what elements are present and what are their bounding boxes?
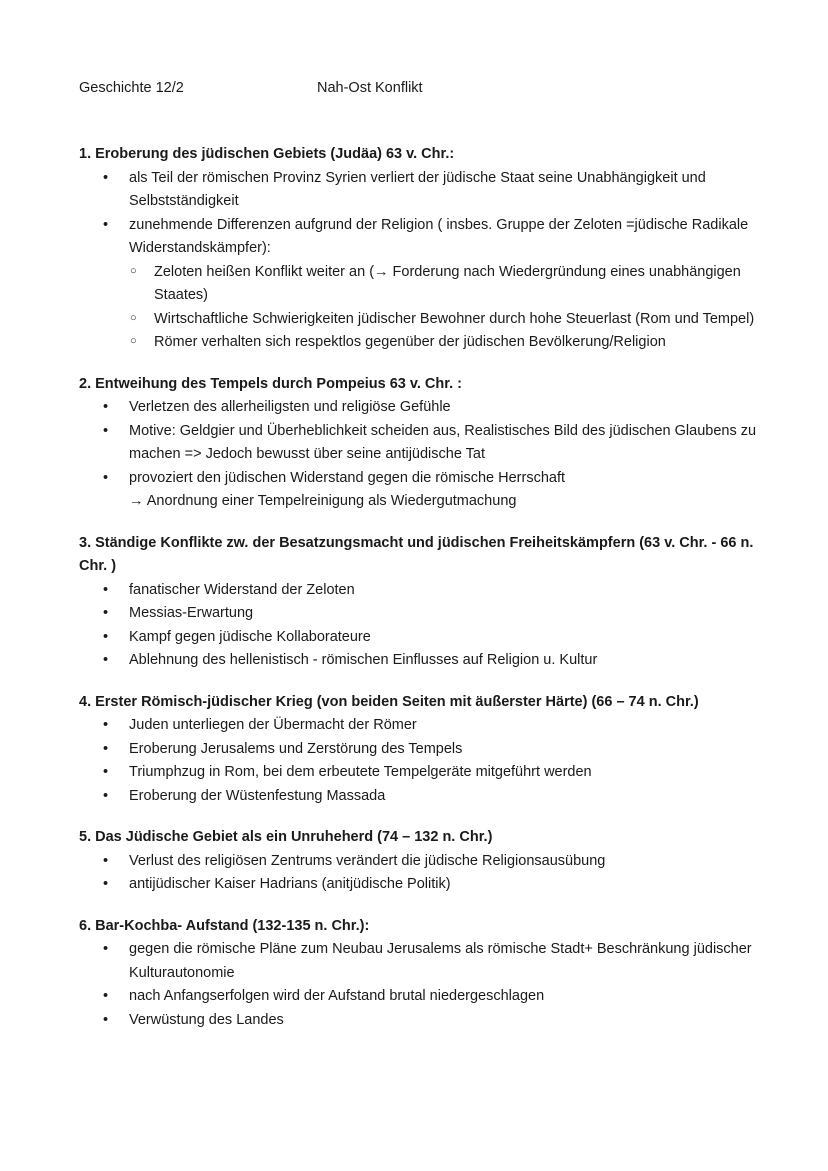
section-heading: 1. Eroberung des jüdischen Gebiets (Judäa) 63 v. Chr.: xyxy=(79,146,455,162)
list-item-text: als Teil der römischen Provinz Syrien verliert der jüdische Staat seine Unabhängigkeit und Selbstständigkeit xyxy=(129,169,706,209)
section-3 xyxy=(79,532,779,673)
bullet-circle-icon: ○ xyxy=(130,311,137,324)
list-item-text: gegen die römische Pläne zum Neubau Jerusalems als römische Stadt+ Beschränkung jüdischer Kulturautonomie xyxy=(129,941,752,981)
list-item-text: Messias-Erwartung xyxy=(129,605,254,621)
section-heading: 3. Ständige Konflikte zw. der Besatzungsmacht und jüdischen Freiheitskämpfern (63 v. Chr. - 66 n. Chr. ) xyxy=(79,534,754,574)
bullet-dot-icon: • xyxy=(103,628,109,645)
list-item xyxy=(103,938,779,985)
list-item xyxy=(103,467,779,514)
sub-list-item-text: Römer verhalten sich respektlos gegenüber der jüdischen Bevölkerung/Religion xyxy=(154,334,666,350)
bullet-dot-icon: • xyxy=(103,988,109,1004)
bullet-circle-icon: ○ xyxy=(130,264,137,277)
list-item xyxy=(103,649,779,673)
bullet-list xyxy=(79,714,779,808)
list-item-text: Verletzen des allerheiligsten und religiöse Gefühle xyxy=(129,399,451,415)
list-item-text: Kampf gegen jüdische Kollaborateure xyxy=(129,628,371,645)
bullet-dot-icon: • xyxy=(103,1011,109,1028)
list-item xyxy=(103,396,779,420)
list-item-text: Juden unterliegen der Übermacht der Römer xyxy=(129,717,417,733)
notes-content xyxy=(79,143,779,1050)
list-item-continuation: → Anordnung einer Tempelreinigung als Wiedergutmachung xyxy=(129,493,517,509)
list-item xyxy=(103,785,779,809)
section-4 xyxy=(79,691,779,809)
sub-list-item xyxy=(130,308,779,332)
bullet-list xyxy=(79,167,779,355)
list-item-text: Eroberung der Wüstenfestung Massada xyxy=(129,787,386,804)
bullet-list xyxy=(79,396,779,514)
list-item-text: antijüdischer Kaiser Hadrians (anitjüdische Politik) xyxy=(129,876,451,892)
section-heading: 6. Bar-Kochba- Aufstand (132-135 n. Chr.): xyxy=(79,917,370,934)
bullet-circle-icon: ○ xyxy=(130,335,137,347)
list-item xyxy=(103,420,779,467)
list-item-text: provoziert den jüdischen Widerstand gegen die römische Herrschaft xyxy=(129,469,566,486)
list-item-text: Eroberung Jerusalems und Zerstörung des Tempels xyxy=(129,740,463,757)
bullet-dot-icon: • xyxy=(103,422,109,439)
list-item xyxy=(103,873,779,897)
bullet-list xyxy=(79,850,779,897)
sub-list-item-text: Wirtschaftliche Schwierigkeiten jüdischer Bewohner durch hohe Steuerlast (Rom und Tempel) xyxy=(154,310,755,327)
section-2 xyxy=(79,373,779,514)
list-item-text: Triumphzug in Rom, bei dem erbeutete Tempelgeräte mitgeführt werden xyxy=(129,764,592,780)
list-item xyxy=(103,602,779,626)
bullet-list xyxy=(79,938,779,1032)
bullet-dot-icon: • xyxy=(103,605,109,621)
section-6 xyxy=(79,915,779,1033)
list-item xyxy=(103,761,779,785)
list-item xyxy=(103,985,779,1009)
list-item xyxy=(103,626,779,650)
subject-label: Geschichte 12/2 xyxy=(79,80,184,96)
list-item-text: Ablehnung des hellenistisch - römischen Einflusses auf Religion u. Kultur xyxy=(129,652,598,668)
bullet-dot-icon: • xyxy=(103,941,109,957)
list-item xyxy=(103,714,779,738)
sub-list-item xyxy=(130,331,779,355)
list-item-text: Motive: Geldgier und Überheblichkeit scheiden aus, Realistisches Bild des jüdischen Glaubens zu machen => Jedoch bewusst über seine antijüdische Tat xyxy=(129,422,757,462)
list-item xyxy=(103,579,779,603)
section-1 xyxy=(79,143,779,355)
section-heading: 5. Das Jüdische Gebiet als ein Unruheherd (74 – 132 n. Chr.) xyxy=(79,829,493,845)
bullet-dot-icon: • xyxy=(103,469,109,486)
list-item xyxy=(103,167,779,214)
sub-list-item xyxy=(130,261,779,308)
list-item xyxy=(103,1009,779,1033)
bullet-dot-icon: • xyxy=(103,169,109,186)
bullet-dot-icon: • xyxy=(103,852,109,869)
list-item-text: Verwüstung des Landes xyxy=(129,1011,284,1028)
bullet-dot-icon: • xyxy=(103,787,109,804)
bullet-dot-icon: • xyxy=(103,399,109,415)
list-item-text: nach Anfangserfolgen wird der Aufstand brutal niedergeschlagen xyxy=(129,988,545,1004)
list-item xyxy=(103,738,779,762)
list-item-text: Verlust des religiösen Zentrums verändert die jüdische Religionsausübung xyxy=(129,852,606,869)
sub-list-item-text: Zeloten heißen Konflikt weiter an (→ Forderung nach Wiedergründung eines unabhängigen Staates) xyxy=(154,263,741,303)
page-header xyxy=(79,80,779,102)
section-heading: 4. Erster Römisch-jüdischer Krieg (von beiden Seiten mit äußerster Härte) (66 – 74 n. Chr.) xyxy=(79,693,699,710)
bullet-dot-icon: • xyxy=(103,764,109,780)
bullet-list xyxy=(79,579,779,673)
list-item-text: zunehmende Differenzen aufgrund der Religion ( insbes. Gruppe der Zeloten =jüdische Radikale Widerstandskämpfer): xyxy=(129,216,749,256)
list-item-text: fanatischer Widerstand der Zeloten xyxy=(129,581,355,598)
section-5 xyxy=(79,826,779,897)
bullet-dot-icon: • xyxy=(103,216,109,233)
bullet-dot-icon: • xyxy=(103,652,109,668)
section-heading: 2. Entweihung des Tempels durch Pompeius 63 v. Chr. : xyxy=(79,375,462,392)
bullet-dot-icon: • xyxy=(103,740,109,757)
topic-title: Nah-Ost Konflikt xyxy=(317,80,423,96)
bullet-dot-icon: • xyxy=(103,876,109,892)
list-item xyxy=(103,214,779,355)
sub-bullet-list xyxy=(129,261,779,355)
bullet-dot-icon: • xyxy=(103,717,109,733)
bullet-dot-icon: • xyxy=(103,581,109,598)
list-item xyxy=(103,850,779,874)
